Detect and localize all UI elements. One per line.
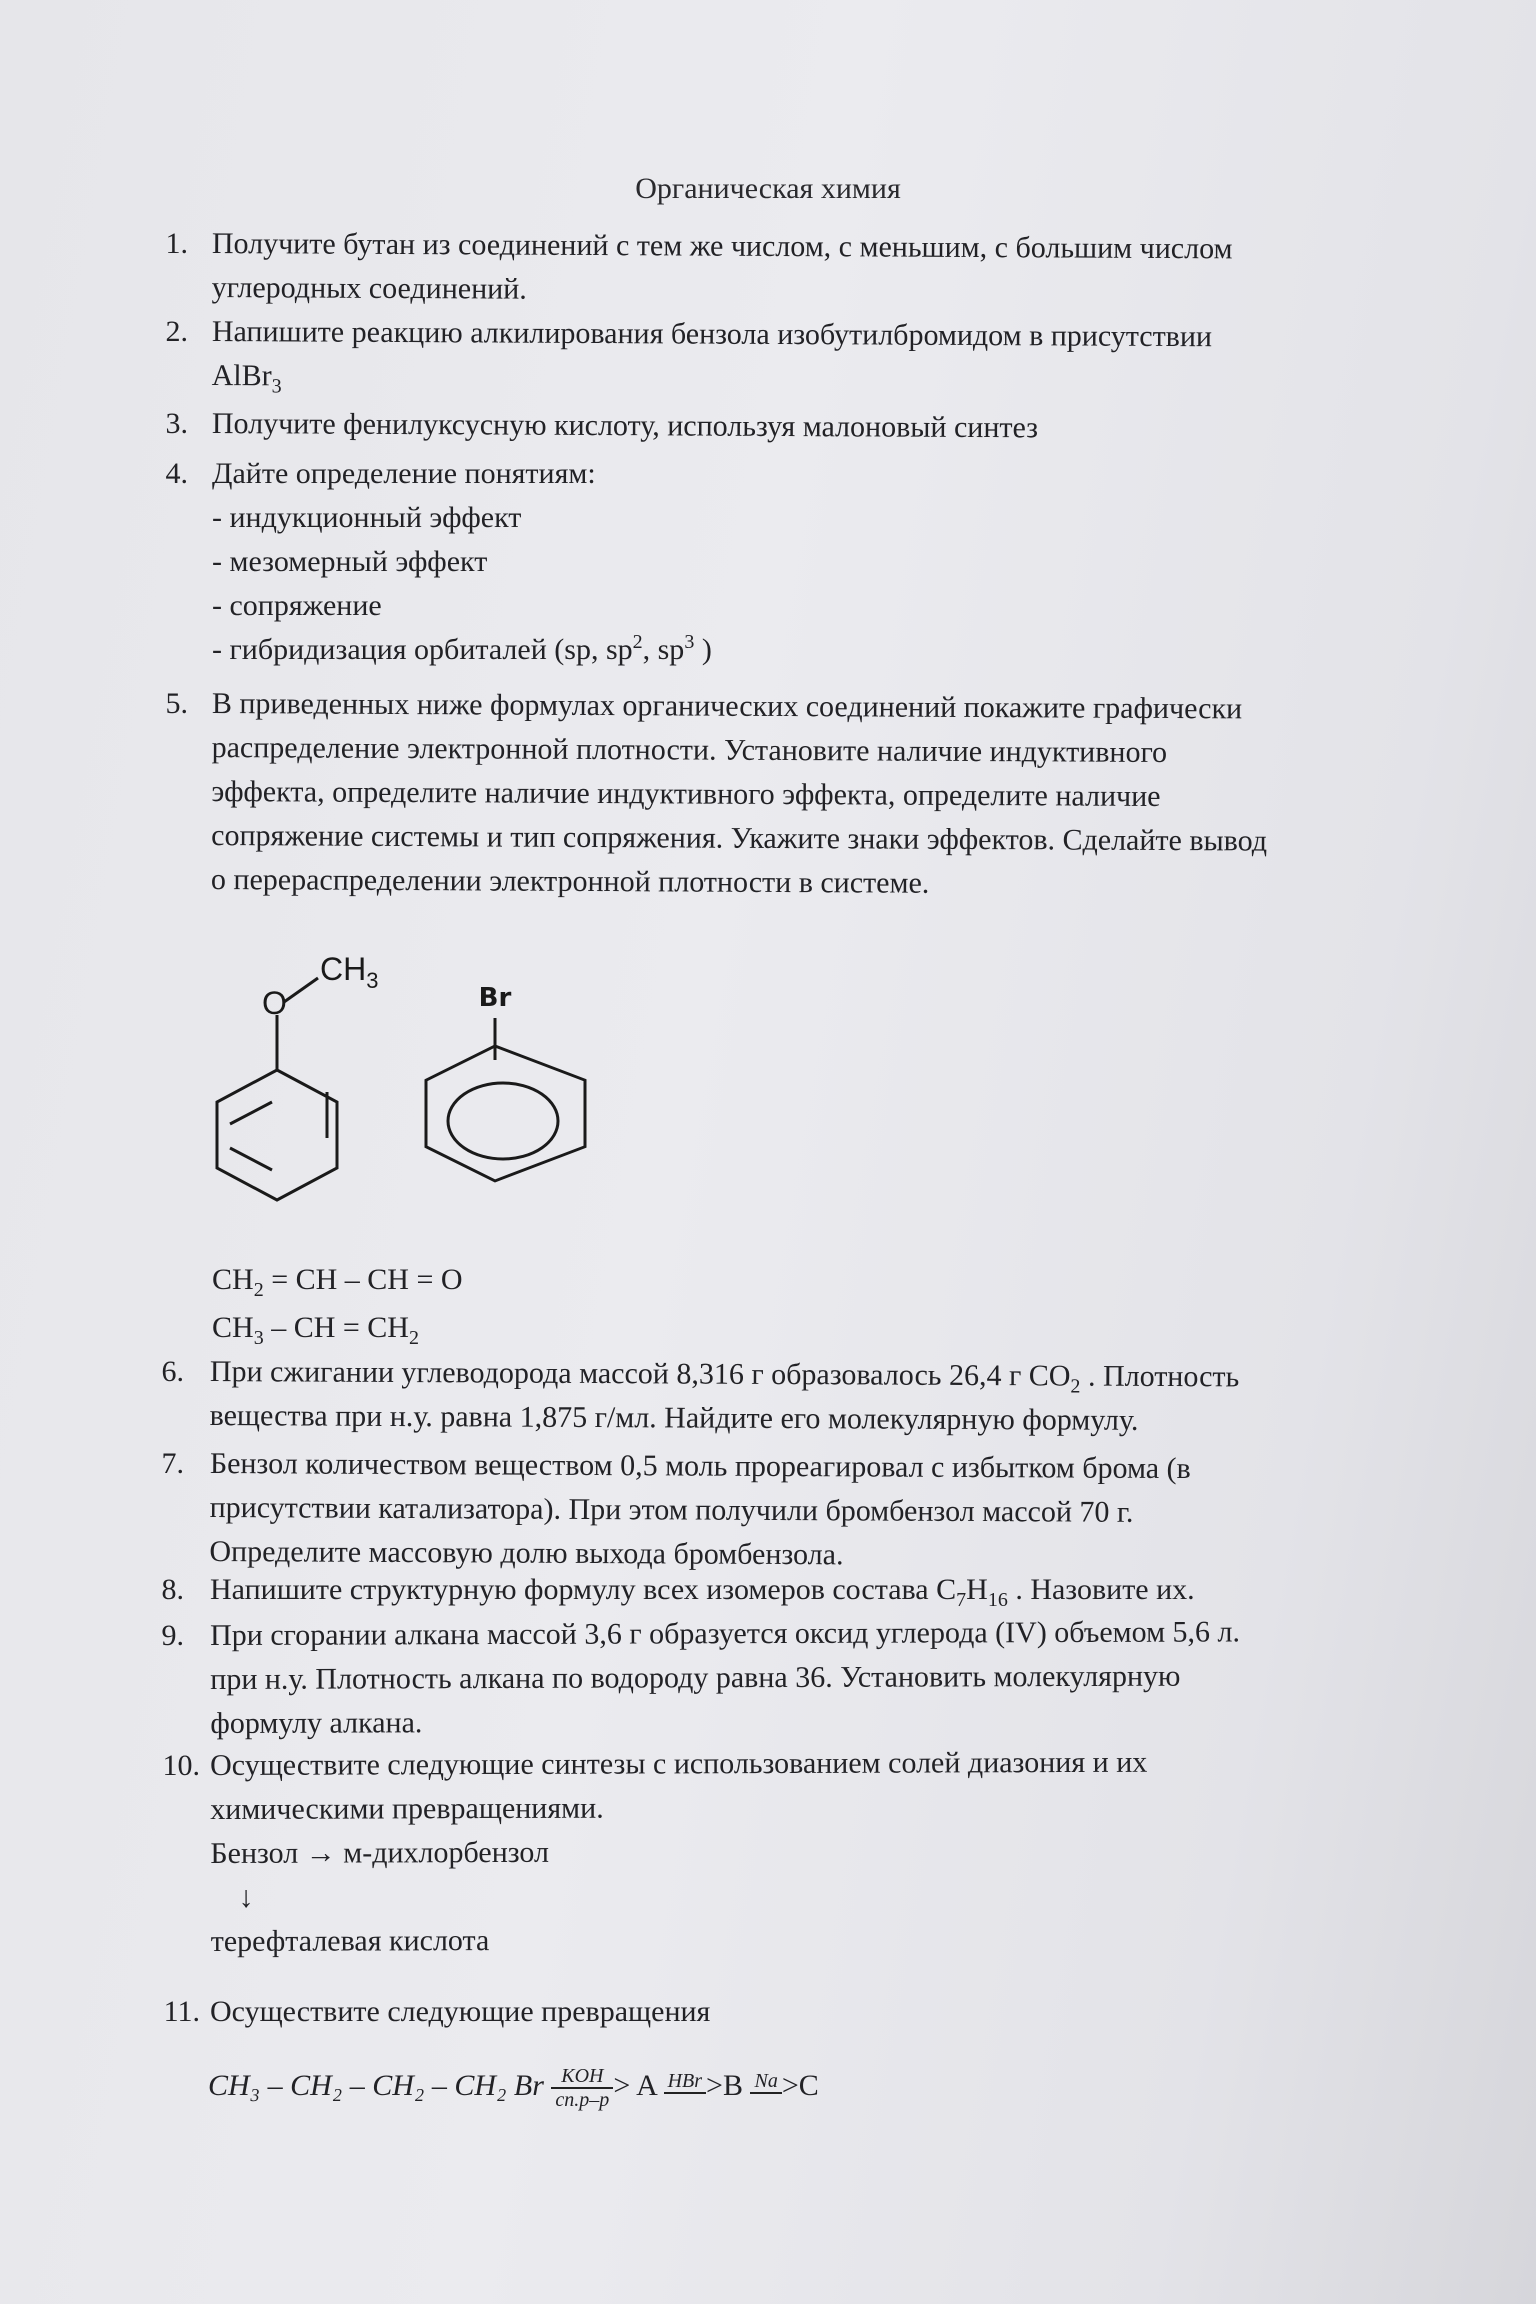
formula-acrolein: $CH_2$ = CH – CH = O — [212, 1263, 463, 1301]
methyl-label: $CH_3$ — [320, 951, 379, 993]
question-text: Определите массовую долю выхода бромбензола. — [209, 1534, 844, 1572]
question-text: сопряжение системы и тип сопряжения. Укажите знаки эффектов. Сделайте вывод — [211, 818, 1268, 858]
question-number: 6. — [161, 1355, 184, 1388]
question-number: 8. — [161, 1573, 184, 1606]
question-text: Напишите реакцию алкилирования бензола изобутилбромидом в присутствии — [211, 314, 1213, 354]
question-text: присутствии катализатора). При этом получили бромбензол массой 70 г. — [209, 1490, 1134, 1529]
question-text: AlBr$_3$ — [211, 358, 282, 398]
question-number: 11. — [163, 1995, 200, 2028]
question-number: 1. — [165, 227, 188, 260]
question-text: При сжигании углеводорода массой 8,316 г образовалось 26,4 г $CO_2$ . Плотность — [209, 1354, 1240, 1398]
product-a: > A — [613, 2069, 657, 2102]
question-text: Осуществите следующие превращения — [210, 1995, 711, 2028]
question-text: Получите фенилуксусную кислоту, используя малоновый синтез — [211, 406, 1039, 445]
bromobenzene-structure — [410, 980, 600, 1210]
synthesis-scheme-bottom: терефталевая кислота — [210, 1924, 490, 1958]
page-title: Органическая химия — [635, 172, 901, 205]
question-text: химическими превращениями. — [210, 1791, 604, 1826]
question-number: 9. — [161, 1619, 184, 1652]
reactant-formula: CH₃ – CH₂ – CH₂ – CH₂ Br — [208, 2069, 544, 2102]
product-c: >C — [781, 2069, 819, 2102]
question-text: при н.у. Плотность алкана по водороду равна 36. Установить молекулярную — [210, 1659, 1181, 1696]
question-number: 7. — [161, 1447, 184, 1480]
question-number: 3. — [165, 407, 188, 440]
reaction-chain — [208, 2064, 819, 2111]
oxygen-label: O — [262, 985, 287, 1021]
question-number: 4. — [165, 457, 188, 490]
question-text: Получите бутан из соединений с тем же числом, с меньшим, с большим числом — [211, 226, 1233, 266]
product-b: >B — [706, 2069, 743, 2102]
question-text: вещества при н.у. равна 1,875 г/мл. Найдите его молекулярную формулу. — [209, 1398, 1139, 1437]
question-text: При сгорании алкана массой 3,6 г образуется оксид углерода (IV) объемом 5,6 л. — [210, 1615, 1241, 1652]
question-text: В приведенных ниже формулах органических соединений покажите графически — [211, 686, 1243, 726]
question-text: Бензол количеством веществом 0,5 моль прореагировал с избытком брома (в — [209, 1446, 1191, 1486]
question-number: 5. — [165, 687, 188, 720]
list-item: - гибридизация орбиталей (sp, $sp^2$, $sp^3$ ) — [212, 631, 712, 666]
question-text: Дайте определение понятиям: — [212, 457, 596, 490]
question-text: Напишите структурную формулу всех изомеров состава $C_7H_{16}$ . Назовите их. — [210, 1573, 1195, 1611]
question-number: 2. — [165, 315, 188, 348]
question-text: эффекта, определите наличие индуктивного эффекта, определите наличие — [211, 774, 1161, 813]
question-text: распределение электронной плотности. Установите наличие индуктивного — [211, 730, 1168, 770]
formula-propene: $CH_3$ – CH = $CH_2$ — [212, 1311, 419, 1349]
list-item: - индукционный эффект — [212, 501, 522, 534]
list-item: - сопряжение — [212, 589, 382, 622]
list-item: - мезомерный эффект — [212, 545, 488, 578]
reagent-na: Na — [750, 2070, 781, 2094]
question-text: Осуществите следующие синтезы с использованием солей диазония и их — [210, 1745, 1148, 1782]
bromine-label: Br — [478, 983, 512, 1013]
reagent-koh: $\frac{\text{KOH}}{сп.р-р}$ — [551, 2065, 613, 2111]
reagent-hbr: HBr — [664, 2070, 706, 2094]
question-text: углеродных соединений. — [211, 270, 527, 306]
question-text: о перераспределении электронной плотности в системе. — [210, 862, 930, 900]
down-arrow-icon: ↓ — [238, 1880, 254, 1914]
anisole-structure — [200, 940, 380, 1210]
question-number: 10. — [162, 1749, 200, 1782]
question-text: формулу алкана. — [210, 1706, 423, 1740]
synthesis-scheme-top: Бензол → м-дихлорбензол — [210, 1835, 550, 1870]
